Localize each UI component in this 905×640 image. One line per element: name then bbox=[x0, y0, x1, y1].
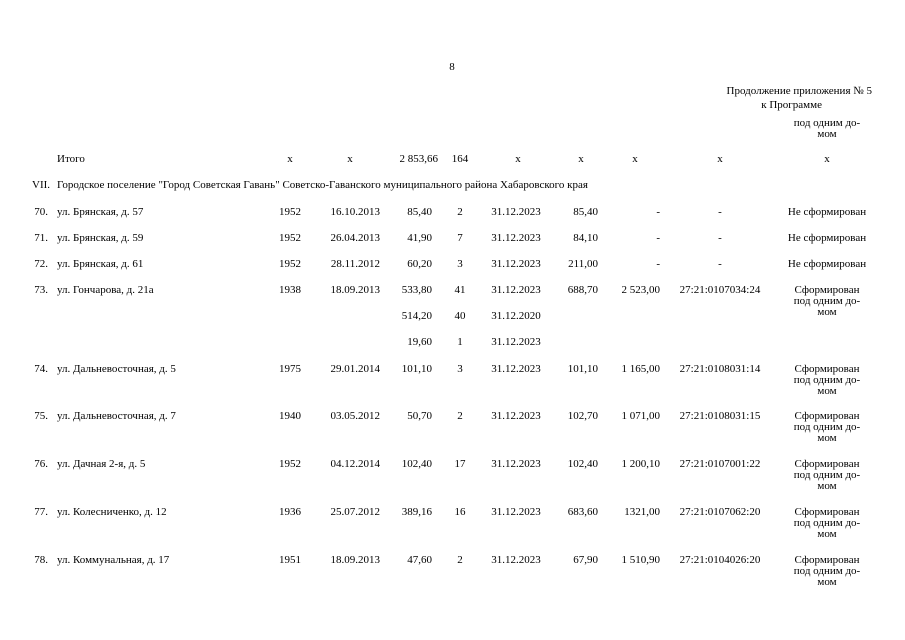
cell-status-line: Сформирован bbox=[794, 506, 860, 518]
cell-residents: 2 bbox=[457, 206, 463, 218]
cell-num: 75. bbox=[34, 410, 48, 422]
cell-residents: 2 bbox=[457, 554, 463, 566]
cell-area: 533,80 bbox=[401, 284, 432, 296]
total-residents: 164 bbox=[451, 153, 469, 165]
cell-address: ул. Брянская, д. 57 bbox=[57, 206, 144, 218]
total-area: 2 853,66 bbox=[399, 153, 438, 165]
cell-residents: 1 bbox=[457, 336, 463, 348]
appendix-header: Продолжение приложения № 5 bbox=[726, 85, 872, 97]
section-title: Городское поселение "Город Советская Гавань" Советско-Гаванского муниципального района Хабаровского края bbox=[57, 179, 588, 191]
cell-status-line: Сформирован bbox=[794, 458, 860, 470]
cell-status-line: Сформирован bbox=[794, 554, 860, 566]
cell-status-line: Не сформирован bbox=[787, 206, 867, 218]
cell-date: 18.09.2013 bbox=[330, 554, 380, 566]
cell-status-line: мом bbox=[817, 480, 837, 492]
cell-status-line: мом bbox=[817, 576, 837, 588]
total-area2: x bbox=[578, 153, 584, 165]
cell-land-area: 1 200,10 bbox=[621, 458, 660, 470]
cell-area: 50,70 bbox=[407, 410, 432, 422]
cell-residents: 16 bbox=[454, 506, 466, 518]
cell-address: ул. Гончарова, д. 21а bbox=[57, 284, 154, 296]
cell-land-area: 1 165,00 bbox=[621, 363, 660, 375]
cell-residents: 2 bbox=[457, 410, 463, 422]
cell-area: 41,90 bbox=[407, 232, 432, 244]
cell-area: 102,40 bbox=[401, 458, 432, 470]
cell-land-area: - bbox=[656, 258, 660, 270]
cell-date: 03.05.2012 bbox=[330, 410, 380, 422]
cell-status-line: под одним до- bbox=[793, 469, 861, 481]
cell-date: 26.04.2013 bbox=[330, 232, 380, 244]
cell-deadline: 31.12.2023 bbox=[491, 284, 541, 296]
cell-status-line: под одним до- bbox=[793, 517, 861, 529]
cell-year: 1952 bbox=[279, 206, 301, 218]
cell-land-area: 1 510,90 bbox=[621, 554, 660, 566]
cell-status-line: мом bbox=[817, 528, 837, 540]
cell-num: 76. bbox=[34, 458, 48, 470]
cell-status-line: мом bbox=[817, 385, 837, 397]
total-status: x bbox=[824, 153, 830, 165]
cell-status-line: под одним до- bbox=[793, 374, 861, 386]
cell-year: 1936 bbox=[279, 506, 301, 518]
cell-land-area: - bbox=[656, 206, 660, 218]
cell-land-area: 1 071,00 bbox=[621, 410, 660, 422]
cell-num: 72. bbox=[34, 258, 48, 270]
cell-land-area: 1321,00 bbox=[624, 506, 660, 518]
cell-area2: 211,00 bbox=[568, 258, 598, 270]
cell-date: 28.11.2012 bbox=[330, 258, 380, 270]
cell-residents: 41 bbox=[454, 284, 466, 296]
cell-status-line: Сформирован bbox=[794, 410, 860, 422]
cell-cadastral: 27:21:0104026:20 bbox=[679, 554, 761, 566]
cell-status-line: Не сформирован bbox=[787, 232, 867, 244]
cell-deadline: 31.12.2023 bbox=[491, 206, 541, 218]
cell-address: ул. Дальневосточная, д. 7 bbox=[57, 410, 176, 422]
cell-area: 85,40 bbox=[407, 206, 432, 218]
cell-area: 389,16 bbox=[401, 506, 432, 518]
cell-status-line: под одним до- bbox=[793, 565, 861, 577]
cell-address: ул. Колесниченко, д. 12 bbox=[57, 506, 167, 518]
carryover-status-line2: мом bbox=[817, 128, 837, 140]
cell-deadline: 31.12.2023 bbox=[491, 363, 541, 375]
section-number: VII. bbox=[32, 179, 51, 191]
total-label: Итого bbox=[57, 153, 85, 165]
total-land-area: x bbox=[632, 153, 638, 165]
cell-num: 71. bbox=[34, 232, 48, 244]
cell-cadastral: 27:21:0107001:22 bbox=[679, 458, 761, 470]
cell-date: 18.09.2013 bbox=[330, 284, 380, 296]
cell-deadline: 31.12.2023 bbox=[491, 506, 541, 518]
cell-area2: 84,10 bbox=[573, 232, 598, 244]
cell-year: 1940 bbox=[279, 410, 301, 422]
cell-cadastral: - bbox=[718, 232, 722, 244]
cell-area2: 683,60 bbox=[567, 506, 598, 518]
total-cadastral: x bbox=[717, 153, 723, 165]
cell-deadline: 31.12.2023 bbox=[491, 410, 541, 422]
cell-residents: 3 bbox=[457, 363, 463, 375]
appendix-subheader: к Программе bbox=[761, 99, 822, 111]
total-date: x bbox=[347, 153, 353, 165]
cell-area2: 102,70 bbox=[567, 410, 598, 422]
cell-deadline: 31.12.2023 bbox=[491, 258, 541, 270]
cell-num: 78. bbox=[34, 554, 48, 566]
cell-status-line: мом bbox=[817, 432, 837, 444]
cell-status-line: Сформирован bbox=[794, 284, 860, 296]
cell-num: 77. bbox=[34, 506, 48, 518]
cell-deadline: 31.12.2023 bbox=[491, 554, 541, 566]
cell-deadline: 31.12.2023 bbox=[491, 458, 541, 470]
cell-status-line: Не сформирован bbox=[787, 258, 867, 270]
cell-year: 1952 bbox=[279, 232, 301, 244]
cell-residents: 17 bbox=[454, 458, 466, 470]
cell-date: 04.12.2014 bbox=[330, 458, 380, 470]
cell-area: 60,20 bbox=[407, 258, 432, 270]
cell-address: ул. Брянская, д. 61 bbox=[57, 258, 144, 270]
cell-address: ул. Дачная 2-я, д. 5 bbox=[57, 458, 146, 470]
cell-land-area: 2 523,00 bbox=[621, 284, 660, 296]
cell-cadastral: - bbox=[718, 206, 722, 218]
cell-date: 16.10.2013 bbox=[330, 206, 380, 218]
cell-area2: 102,40 bbox=[567, 458, 598, 470]
cell-address: ул. Коммунальная, д. 17 bbox=[57, 554, 170, 566]
cell-area2: 67,90 bbox=[573, 554, 598, 566]
cell-year: 1952 bbox=[279, 258, 301, 270]
cell-cadastral: - bbox=[718, 258, 722, 270]
cell-cadastral: 27:21:0108031:14 bbox=[679, 363, 761, 375]
cell-residents: 40 bbox=[454, 310, 466, 322]
cell-year: 1952 bbox=[279, 458, 301, 470]
cell-area: 47,60 bbox=[407, 554, 432, 566]
cell-date: 29.01.2014 bbox=[330, 363, 380, 375]
cell-year: 1951 bbox=[279, 554, 301, 566]
cell-year: 1938 bbox=[279, 284, 301, 296]
cell-area2: 101,10 bbox=[567, 363, 598, 375]
cell-num: 74. bbox=[34, 363, 48, 375]
cell-area: 514,20 bbox=[401, 310, 432, 322]
cell-num: 73. bbox=[34, 284, 48, 296]
total-deadline: x bbox=[515, 153, 521, 165]
cell-status-line: Сформирован bbox=[794, 363, 860, 375]
carryover-status-line1: под одним до- bbox=[793, 117, 861, 129]
cell-residents: 7 bbox=[457, 232, 463, 244]
cell-area: 19,60 bbox=[407, 336, 432, 348]
cell-status-line: мом bbox=[817, 306, 837, 318]
cell-status-line: под одним до- bbox=[793, 295, 861, 307]
cell-area2: 85,40 bbox=[573, 206, 598, 218]
cell-address: ул. Брянская, д. 59 bbox=[57, 232, 144, 244]
page-number: 8 bbox=[449, 61, 455, 73]
cell-num: 70. bbox=[34, 206, 48, 218]
cell-year: 1975 bbox=[279, 363, 301, 375]
cell-cadastral: 27:21:0108031:15 bbox=[679, 410, 761, 422]
cell-residents: 3 bbox=[457, 258, 463, 270]
total-year: x bbox=[287, 153, 293, 165]
cell-land-area: - bbox=[656, 232, 660, 244]
cell-area: 101,10 bbox=[401, 363, 432, 375]
cell-deadline: 31.12.2020 bbox=[491, 310, 541, 322]
cell-address: ул. Дальневосточная, д. 5 bbox=[57, 363, 176, 375]
cell-cadastral: 27:21:0107034:24 bbox=[679, 284, 761, 296]
cell-deadline: 31.12.2023 bbox=[491, 232, 541, 244]
cell-date: 25.07.2012 bbox=[330, 506, 380, 518]
cell-area2: 688,70 bbox=[567, 284, 598, 296]
cell-status-line: под одним до- bbox=[793, 421, 861, 433]
cell-deadline: 31.12.2023 bbox=[491, 336, 541, 348]
cell-cadastral: 27:21:0107062:20 bbox=[679, 506, 761, 518]
